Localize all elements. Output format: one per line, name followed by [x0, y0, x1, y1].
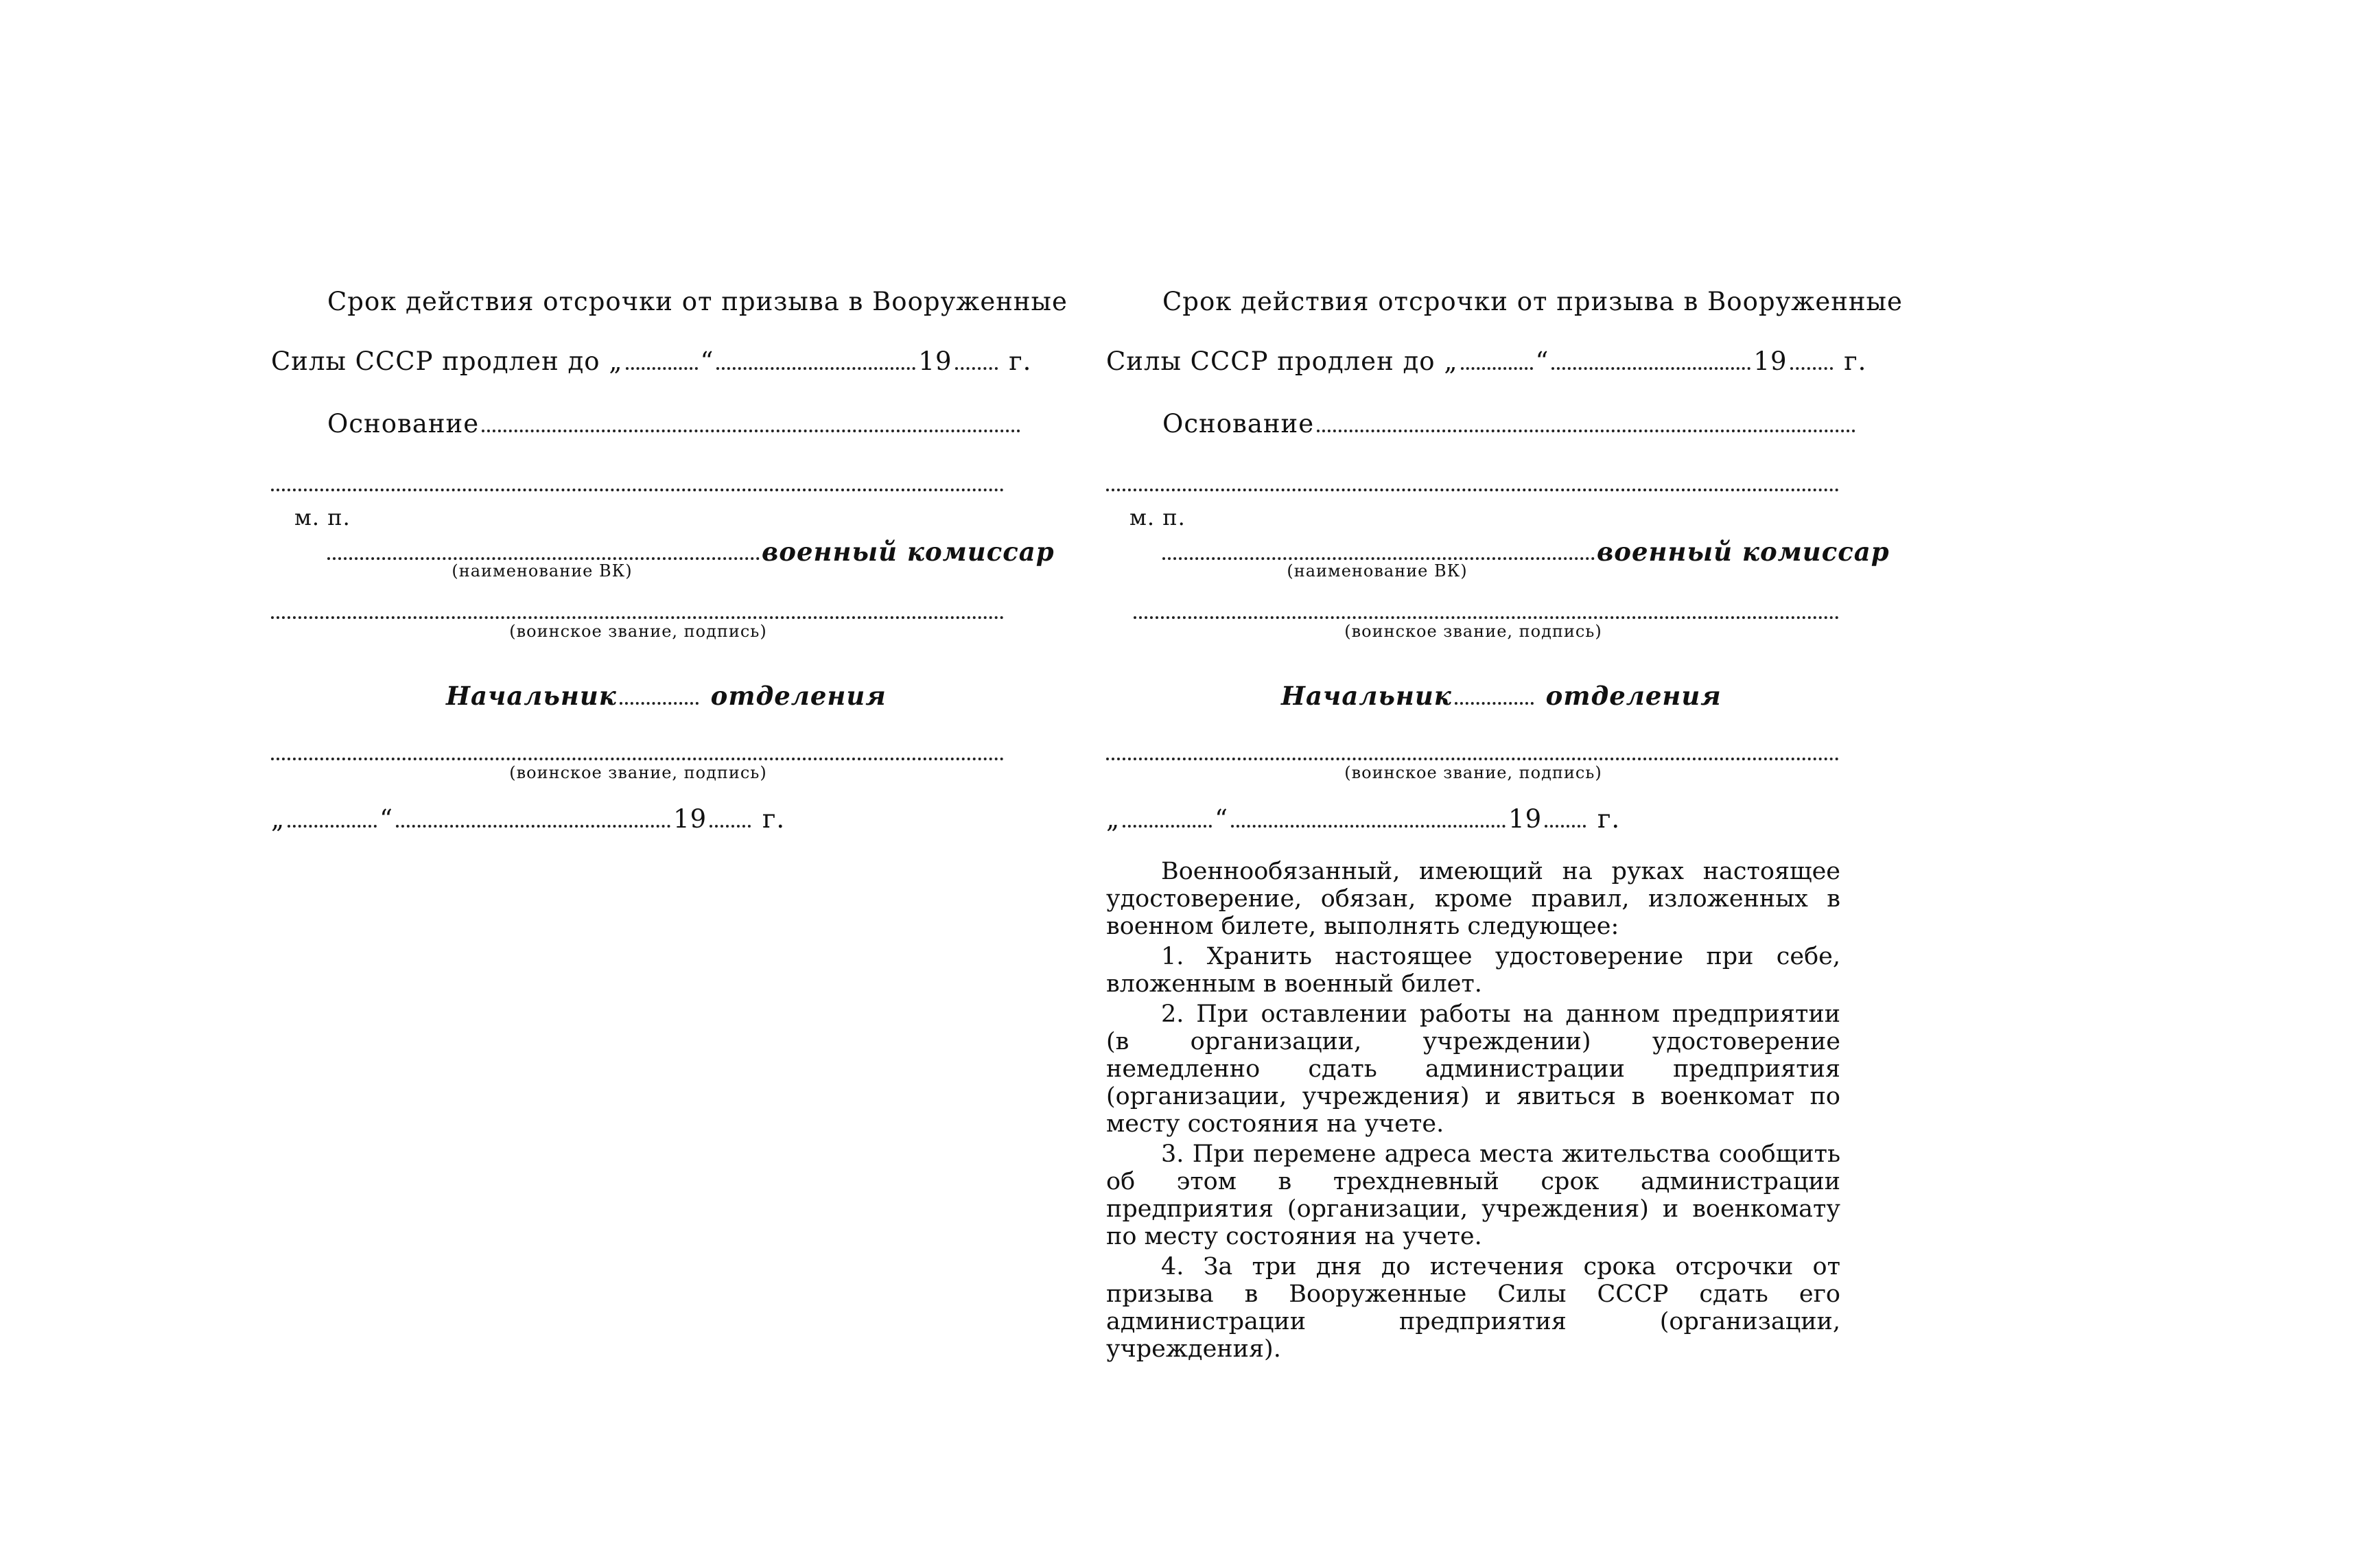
caption-rank-1-text: (воинское звание, подпись) — [509, 622, 767, 641]
stamp-place — [1106, 504, 1864, 530]
instruction-item: 3. При перемене адреса места жительства сообщить об этом в трехдневный срок администрации предприятия (организации, учреждения) и военкомату по месту состояния на учете. — [1106, 1140, 1840, 1250]
year-suffix: г. — [762, 804, 786, 834]
day-blank[interactable] — [1123, 825, 1212, 828]
vk-name-blank[interactable] — [327, 557, 760, 560]
caption-rank-2-text: (воинское звание, подпись) — [509, 763, 767, 782]
basis-blank[interactable] — [482, 430, 1020, 432]
year-prefix: 19 — [1753, 347, 1788, 376]
date-line — [1106, 804, 1840, 834]
chief-line — [271, 681, 1180, 711]
basis-blank[interactable] — [1317, 430, 1855, 432]
caption-rank-2-text: (воинское звание, подпись) — [1344, 763, 1602, 782]
term-line-2 — [1106, 347, 1867, 376]
rank-signature-blank[interactable] — [1134, 616, 1839, 619]
year-blank[interactable] — [955, 367, 998, 370]
rank-signature-blank[interactable] — [271, 616, 1004, 619]
dept-label: отделения — [710, 681, 887, 711]
stamp-place — [271, 504, 1029, 530]
instructions-intro: Военнообязанный, имеющий на руках настоящее удостоверение, обязан, кроме правил, изложенных в военном билете, выполнять следующее: — [1106, 858, 1840, 940]
extended-until-label: Силы СССР продлен до — [1106, 347, 1436, 376]
commissar-text: военный комиссар — [762, 537, 1055, 567]
month-blank[interactable] — [1231, 825, 1506, 828]
year-suffix: г. — [1844, 347, 1867, 376]
day-blank[interactable] — [626, 367, 698, 370]
year-prefix: 19 — [673, 804, 707, 834]
vk-name-blank[interactable] — [1162, 557, 1595, 560]
caption-vk — [1106, 561, 1648, 581]
chief-label: Начальник — [446, 681, 617, 711]
year-blank[interactable] — [1545, 825, 1586, 828]
chief-label: Начальник — [1281, 681, 1452, 711]
open-quote: „ — [1106, 804, 1121, 834]
open-quote: „ — [1444, 347, 1458, 376]
stamp-label: м. п. — [294, 504, 351, 530]
chief-line — [1106, 681, 2015, 711]
basis-label: Основание — [1162, 409, 1315, 438]
caption-vk-text: (наименование ВК) — [1287, 561, 1468, 581]
basis-blank-2[interactable] — [271, 489, 1004, 491]
caption-rank-2 — [1106, 763, 1840, 782]
date-line — [271, 804, 1005, 834]
chief-signature-blank[interactable] — [271, 758, 1004, 760]
instruction-item: 4. За три дня до истечения срока отсрочки от призыва в Вооруженные Силы СССР сдать его администрации предприятия (организации, учреждения). — [1106, 1253, 1840, 1363]
dept-label: отделения — [1545, 681, 1722, 711]
caption-rank-1 — [271, 622, 1005, 641]
close-quote: “ — [1215, 804, 1229, 834]
year-blank[interactable] — [1790, 367, 1833, 370]
instructions — [1106, 858, 1840, 1366]
day-blank[interactable] — [1461, 367, 1533, 370]
close-quote: “ — [379, 804, 394, 834]
extended-until-label: Силы СССР продлен до — [271, 347, 600, 376]
month-blank[interactable] — [1551, 367, 1750, 370]
chief-signature-blank[interactable] — [1106, 758, 1839, 760]
basis-label: Основание — [327, 409, 480, 438]
caption-vk-text: (наименование ВК) — [452, 561, 633, 581]
basis-line — [271, 409, 1062, 438]
month-blank[interactable] — [396, 825, 670, 828]
month-blank[interactable] — [716, 367, 915, 370]
open-quote: „ — [271, 804, 285, 834]
caption-rank-1 — [1106, 622, 1840, 641]
dept-blank[interactable] — [1455, 702, 1534, 705]
basis-line — [1106, 409, 1897, 438]
stamp-label: м. п. — [1129, 504, 1186, 530]
instruction-item: 1. Хранить настоящее удостоверение при себе, вложенным в военный билет. — [1106, 943, 1840, 998]
open-quote: „ — [609, 347, 623, 376]
day-blank[interactable] — [288, 825, 377, 828]
caption-rank-2 — [271, 763, 1005, 782]
instruction-item: 2. При оставлении работы на данном предприятии (в организации, учреждении) удостоверение немедленно сдать администрации предприятия (организации, учреждения) и явиться в военкомат по месту состояния на учете. — [1106, 1001, 1840, 1138]
commissar-text: военный комиссар — [1597, 537, 1890, 567]
close-quote: “ — [1535, 347, 1549, 376]
close-quote: “ — [700, 347, 714, 376]
dept-blank[interactable] — [620, 702, 699, 705]
caption-rank-1-text: (воинское звание, подпись) — [1344, 622, 1602, 641]
term-line-1 — [271, 287, 1068, 316]
term-text: Срок действия отсрочки от призыва в Вооруженные — [327, 287, 1068, 316]
term-line-2 — [271, 347, 1032, 376]
caption-vk — [271, 561, 813, 581]
year-suffix: г. — [1597, 804, 1621, 834]
year-suffix: г. — [1009, 347, 1032, 376]
term-line-1 — [1106, 287, 1903, 316]
basis-blank-2[interactable] — [1106, 489, 1839, 491]
year-blank[interactable] — [710, 825, 751, 828]
term-text: Срок действия отсрочки от призыва в Вооруженные — [1162, 287, 1903, 316]
year-prefix: 19 — [918, 347, 952, 376]
year-prefix: 19 — [1508, 804, 1543, 834]
